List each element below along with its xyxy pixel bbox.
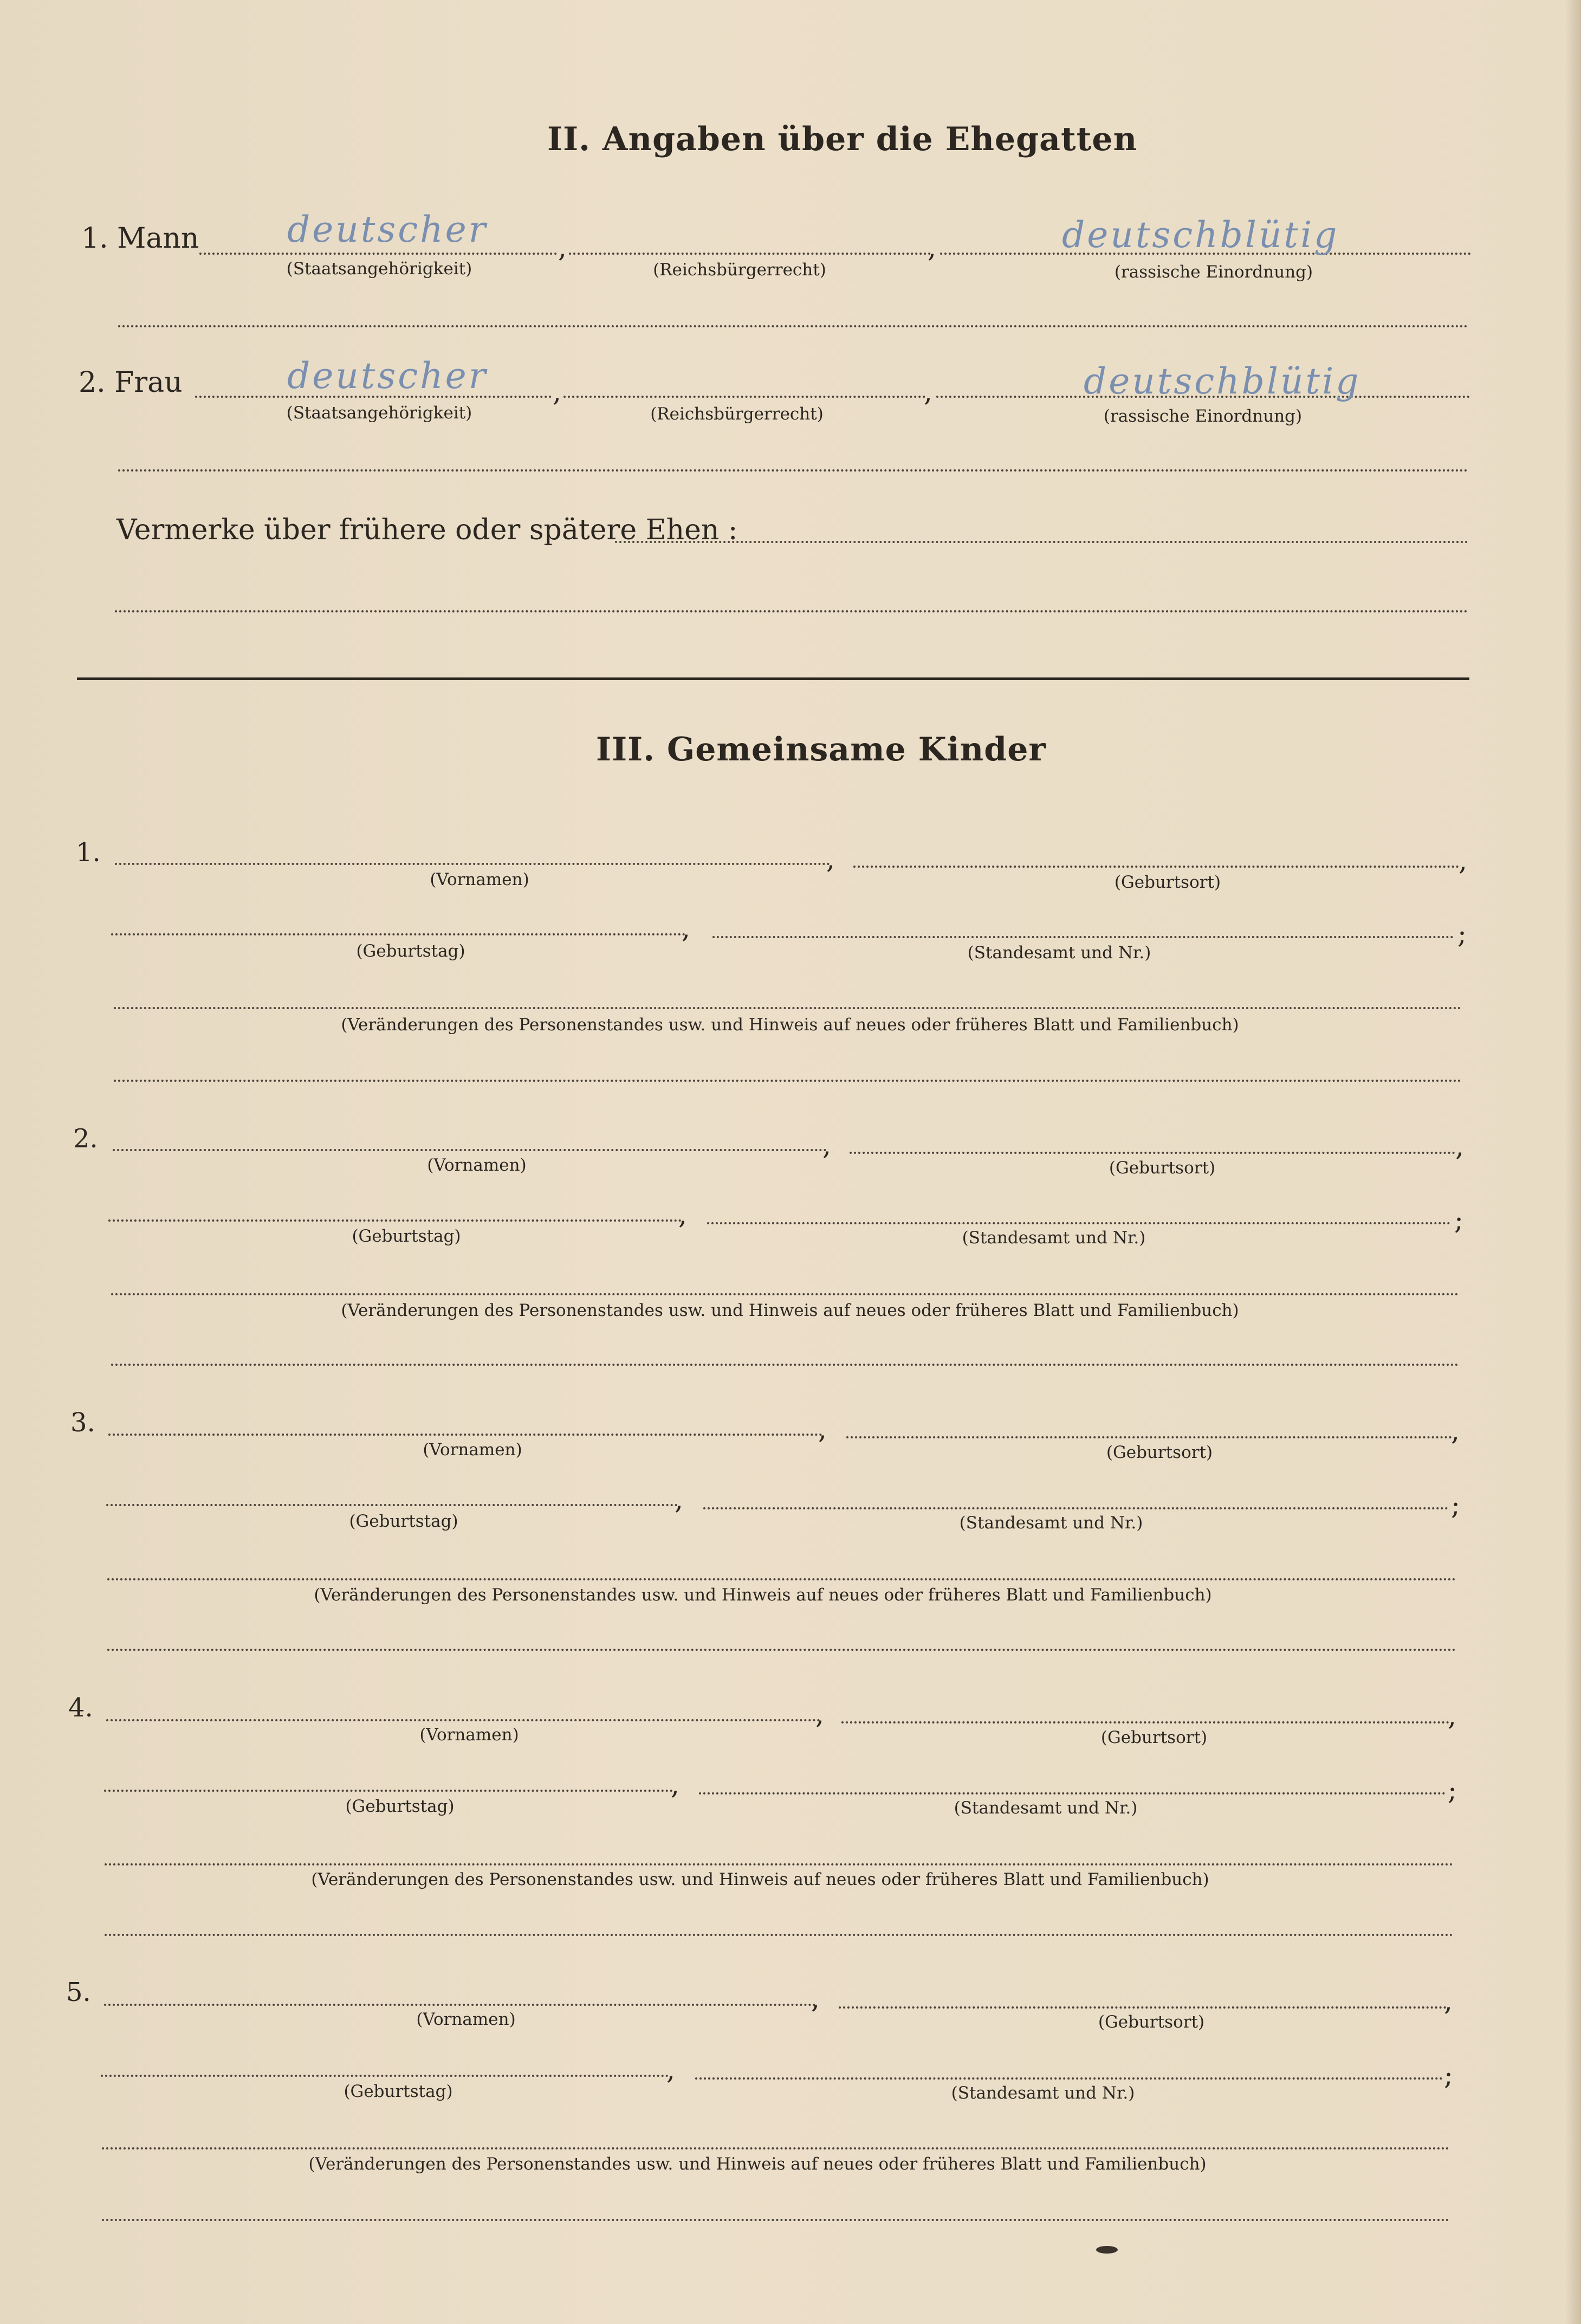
child-1-registry-field[interactable] bbox=[712, 936, 1454, 938]
child-2-birthday-field[interactable] bbox=[108, 1219, 682, 1222]
child-5-caption-firstnames: (Vornamen) bbox=[416, 2010, 516, 2029]
page-edge-shadow bbox=[1565, 0, 1581, 2324]
woman-caption-race: (rassische Einordnung) bbox=[1103, 406, 1303, 426]
man-nationality-handwriting: deutscher bbox=[287, 209, 488, 250]
man-label: 1. Mann bbox=[81, 222, 199, 255]
child-4-caption-birthplace: (Geburtsort) bbox=[1100, 1728, 1208, 1747]
comma: , bbox=[928, 232, 936, 263]
child-5-number: 5. bbox=[66, 1977, 91, 2007]
semicolon: ; bbox=[1451, 1489, 1460, 1521]
woman-caption-citizen: (Reichsbürgerrecht) bbox=[650, 404, 824, 424]
child-3-changes-field[interactable] bbox=[107, 1578, 1456, 1580]
child-3-caption-changes: (Veränderungen des Personenstandes usw. und Hinweis auf neues oder früheres Blatt und Familienbuch) bbox=[314, 1585, 1212, 1605]
comma: , bbox=[675, 1484, 683, 1515]
section-3-title: III. Gemeinsame Kinder bbox=[596, 731, 1046, 769]
semicolon: ; bbox=[1457, 918, 1467, 950]
comma: , bbox=[818, 1413, 827, 1445]
remarks-extra-line[interactable] bbox=[115, 610, 1468, 612]
child-2-number: 2. bbox=[73, 1124, 98, 1154]
man-caption-citizen: (Reichsbürgerrecht) bbox=[653, 260, 826, 280]
child-2-birthplace-field[interactable] bbox=[850, 1152, 1455, 1154]
child-3-number: 3. bbox=[70, 1408, 95, 1438]
child-4-caption-registry: (Standesamt und Nr.) bbox=[954, 1798, 1138, 1818]
child-3-caption-firstnames: (Vornamen) bbox=[423, 1440, 522, 1460]
comma: , bbox=[558, 232, 567, 263]
child-5-firstnames-field[interactable] bbox=[104, 2004, 816, 2006]
child-2-caption-registry: (Standesamt und Nr.) bbox=[962, 1228, 1146, 1248]
child-5-caption-changes: (Veränderungen des Personenstandes usw. und Hinweis auf neues oder früheres Blatt und Familienbuch) bbox=[308, 2154, 1207, 2174]
child-5-birthplace-field[interactable] bbox=[839, 2006, 1447, 2009]
child-5-caption-birthday: (Geburtstag) bbox=[344, 2082, 453, 2101]
child-4-caption-firstnames: (Vornamen) bbox=[419, 1725, 519, 1745]
child-4-registry-field[interactable] bbox=[699, 1792, 1446, 1794]
child-1-caption-firstnames: (Vornamen) bbox=[430, 870, 529, 889]
child-4-changes-field[interactable] bbox=[105, 1863, 1454, 1865]
child-5-extra-line[interactable] bbox=[102, 2219, 1450, 2221]
comma: , bbox=[822, 1129, 831, 1161]
child-1-caption-birthday: (Geburtstag) bbox=[356, 941, 465, 961]
child-5-registry-field[interactable] bbox=[695, 2077, 1443, 2080]
child-4-extra-line[interactable] bbox=[105, 1934, 1454, 1936]
child-4-birthday-field[interactable] bbox=[104, 1790, 673, 1792]
comma: , bbox=[1444, 1985, 1453, 2017]
child-2-extra-line[interactable] bbox=[111, 1364, 1459, 1366]
man-race-handwriting: deutschblütig bbox=[1062, 214, 1339, 256]
child-1-birthday-field[interactable] bbox=[111, 933, 685, 935]
child-2-caption-changes: (Veränderungen des Personenstandes usw. und Hinweis auf neues oder früheres Blatt und Familienbuch) bbox=[341, 1301, 1239, 1320]
child-2-firstnames-field[interactable] bbox=[113, 1149, 827, 1151]
comma: , bbox=[815, 1699, 824, 1730]
man-citizen-field[interactable] bbox=[569, 253, 931, 255]
man-caption-nationality: (Staatsangehörigkeit) bbox=[286, 259, 472, 279]
man-extra-line[interactable] bbox=[118, 325, 1468, 327]
comma: , bbox=[1455, 1131, 1464, 1162]
child-2-registry-field[interactable] bbox=[707, 1222, 1450, 1224]
child-1-caption-changes: (Veränderungen des Personenstandes usw. und Hinweis auf neues oder früheres Blatt und Familienbuch) bbox=[341, 1015, 1239, 1035]
comma: , bbox=[924, 376, 932, 408]
child-3-caption-birthplace: (Geburtsort) bbox=[1106, 1443, 1213, 1462]
comma: , bbox=[553, 376, 561, 408]
child-5-caption-birthplace: (Geburtsort) bbox=[1098, 2012, 1205, 2032]
child-3-birthplace-field[interactable] bbox=[846, 1436, 1452, 1438]
remarks-field[interactable] bbox=[615, 541, 1468, 543]
semicolon: ; bbox=[1444, 2060, 1453, 2091]
child-4-firstnames-field[interactable] bbox=[106, 1719, 820, 1721]
child-1-changes-field[interactable] bbox=[114, 1007, 1462, 1009]
child-1-firstnames-field[interactable] bbox=[115, 863, 830, 865]
child-1-caption-registry: (Standesamt und Nr.) bbox=[967, 943, 1151, 963]
comma: , bbox=[666, 2054, 675, 2086]
child-4-number: 4. bbox=[68, 1693, 93, 1723]
child-4-birthplace-field[interactable] bbox=[841, 1721, 1449, 1723]
child-3-birthday-field[interactable] bbox=[106, 1504, 678, 1506]
ink-mark bbox=[1096, 2246, 1118, 2254]
section-divider bbox=[77, 677, 1469, 680]
semicolon: ; bbox=[1454, 1204, 1463, 1236]
child-1-caption-birthplace: (Geburtsort) bbox=[1114, 873, 1221, 892]
child-3-firstnames-field[interactable] bbox=[108, 1434, 822, 1436]
child-5-caption-registry: (Standesamt und Nr.) bbox=[951, 2083, 1135, 2103]
man-nationality-field[interactable] bbox=[199, 253, 557, 255]
child-5-changes-field[interactable] bbox=[102, 2147, 1450, 2149]
woman-caption-nationality: (Staatsangehörigkeit) bbox=[286, 403, 472, 423]
man-caption-race: (rassische Einordnung) bbox=[1114, 262, 1313, 282]
child-1-extra-line[interactable] bbox=[114, 1080, 1462, 1082]
child-3-caption-registry: (Standesamt und Nr.) bbox=[959, 1513, 1143, 1533]
child-2-caption-birthplace: (Geburtsort) bbox=[1109, 1158, 1216, 1178]
child-2-caption-birthday: (Geburtstag) bbox=[352, 1226, 461, 1246]
comma: , bbox=[1459, 845, 1467, 876]
comma: , bbox=[1451, 1415, 1460, 1447]
comma: , bbox=[678, 1199, 687, 1230]
child-1-number: 1. bbox=[76, 837, 101, 868]
child-5-birthday-field[interactable] bbox=[101, 2075, 669, 2077]
comma: , bbox=[671, 1769, 679, 1800]
comma: , bbox=[682, 913, 690, 944]
child-3-extra-line[interactable] bbox=[107, 1649, 1456, 1651]
woman-citizen-field[interactable] bbox=[563, 396, 925, 398]
comma: , bbox=[1448, 1700, 1456, 1732]
woman-extra-line[interactable] bbox=[118, 469, 1468, 472]
child-2-changes-field[interactable] bbox=[111, 1293, 1459, 1295]
comma: , bbox=[811, 1983, 820, 2015]
child-4-caption-changes: (Veränderungen des Personenstandes usw. und Hinweis auf neues oder früheres Blatt und Familienbuch) bbox=[311, 1870, 1209, 1889]
semicolon: ; bbox=[1448, 1774, 1457, 1806]
woman-race-handwriting: deutschblütig bbox=[1084, 360, 1361, 402]
child-1-birthplace-field[interactable] bbox=[853, 866, 1459, 868]
remarks-label: Vermerke über frühere oder spätere Ehen : bbox=[116, 514, 738, 546]
child-3-registry-field[interactable] bbox=[703, 1507, 1448, 1509]
child-4-caption-birthday: (Geburtstag) bbox=[345, 1797, 455, 1816]
child-2-caption-firstnames: (Vornamen) bbox=[427, 1155, 527, 1175]
section-2-title: II. Angaben über die Ehegatten bbox=[547, 120, 1138, 158]
woman-nationality-handwriting: deutscher bbox=[287, 355, 488, 397]
woman-label: 2. Frau bbox=[79, 366, 183, 399]
comma: , bbox=[826, 843, 835, 875]
child-3-caption-birthday: (Geburtstag) bbox=[349, 1512, 458, 1531]
